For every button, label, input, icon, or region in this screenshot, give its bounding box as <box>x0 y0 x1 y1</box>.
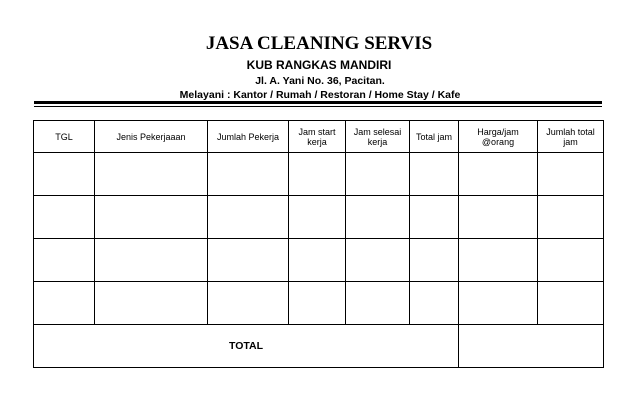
table-cell[interactable] <box>346 196 410 239</box>
table-cell[interactable] <box>459 282 538 325</box>
table-cell[interactable] <box>410 153 459 196</box>
table-cell[interactable] <box>95 282 208 325</box>
column-header-jenis-pekerjaan: Jenis Pekerjaaan <box>95 121 208 153</box>
table-cell[interactable] <box>410 196 459 239</box>
table-cell[interactable] <box>459 196 538 239</box>
column-header-jumlah-total: Jumlah total jam <box>538 121 604 153</box>
work-log-table <box>33 120 604 368</box>
header-rule-thick <box>34 101 602 104</box>
column-header-jam-start: Jam start kerja <box>289 121 346 153</box>
table-row <box>34 153 604 196</box>
total-row <box>34 325 604 368</box>
table-cell[interactable] <box>95 239 208 282</box>
table-cell[interactable] <box>95 153 208 196</box>
header-rule-thin <box>34 106 602 107</box>
table-cell[interactable] <box>346 239 410 282</box>
table-cell[interactable] <box>208 196 289 239</box>
table-cell[interactable] <box>34 282 95 325</box>
table-cell[interactable] <box>459 153 538 196</box>
table-cell[interactable] <box>34 153 95 196</box>
table-row <box>34 239 604 282</box>
table-header-row <box>34 121 604 153</box>
table-row <box>34 196 604 239</box>
table-cell[interactable] <box>410 239 459 282</box>
table-cell[interactable] <box>538 153 604 196</box>
total-value-cell[interactable] <box>459 325 604 368</box>
table-cell[interactable] <box>346 282 410 325</box>
table-cell[interactable] <box>289 196 346 239</box>
company-address: Jl. A. Yani No. 36, Pacitan. <box>255 75 385 87</box>
table-cell[interactable] <box>538 239 604 282</box>
table-cell[interactable] <box>459 239 538 282</box>
table-cell[interactable] <box>34 239 95 282</box>
document-title: JASA CLEANING SERVIS <box>205 33 433 54</box>
table-cell[interactable] <box>208 239 289 282</box>
document-subtitle: KUB RANGKAS MANDIRI <box>246 58 392 72</box>
total-label: TOTAL <box>34 325 459 368</box>
table-cell[interactable] <box>346 153 410 196</box>
table-cell[interactable] <box>289 282 346 325</box>
column-header-harga-jam: Harga/jam @orang <box>459 121 538 153</box>
table-cell[interactable] <box>538 196 604 239</box>
table-cell[interactable] <box>289 153 346 196</box>
column-header-total-jam: Total jam <box>410 121 459 153</box>
services-line: Melayani : Kantor / Rumah / Restoran / Home Stay / Kafe <box>179 89 461 101</box>
table-cell[interactable] <box>208 153 289 196</box>
table-cell[interactable] <box>538 282 604 325</box>
column-header-jam-selesai: Jam selesai kerja <box>346 121 410 153</box>
column-header-tgl: TGL <box>34 121 95 153</box>
table-row <box>34 282 604 325</box>
table-cell[interactable] <box>289 239 346 282</box>
table-cell[interactable] <box>34 196 95 239</box>
table-cell[interactable] <box>208 282 289 325</box>
column-header-jumlah-pekerja: Jumlah Pekerja <box>208 121 289 153</box>
table-cell[interactable] <box>95 196 208 239</box>
table-cell[interactable] <box>410 282 459 325</box>
